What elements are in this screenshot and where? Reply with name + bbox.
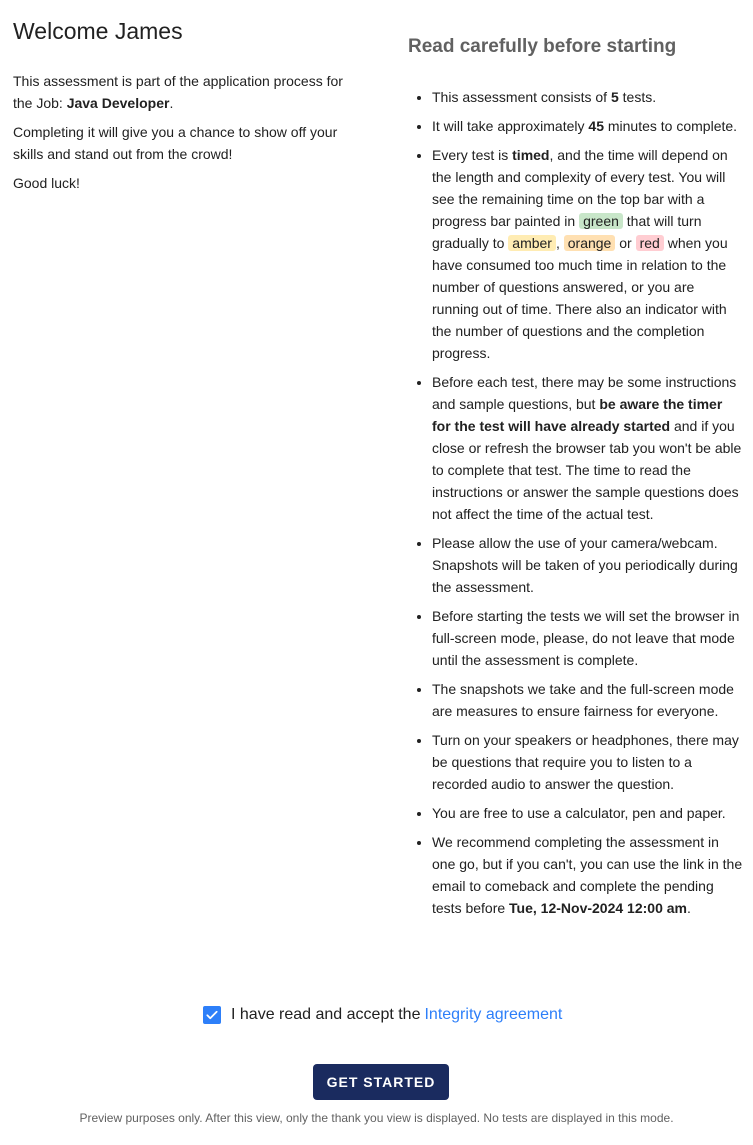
rule-item: • Before starting the tests we will set the browser in full-screen mode, please, do not leave that mode until the assessment is complete. — [432, 605, 743, 671]
get-started-button[interactable]: GET STARTED — [313, 1064, 449, 1100]
rule-item: • Please allow the use of your camera/webcam. Snapshots will be taken of you periodically during the assessment. — [432, 532, 743, 598]
rule-item: • It will take approximately 45 minutes to complete. — [432, 115, 743, 137]
welcome-panel — [13, 16, 343, 201]
rule-item: • This assessment consists of 5 tests. — [432, 86, 743, 108]
agreement-row — [203, 1004, 562, 1026]
rule-item: • We recommend completing the assessment in one go, but if you can't, you can use the link in the email to comeback and complete the pending tests before Tue, 12-Nov-2024 12:00 am. — [432, 831, 743, 919]
green-highlight: green — [579, 213, 623, 229]
agreement-checkbox[interactable] — [203, 1006, 221, 1024]
rule-item: • Every test is timed, and the time will depend on the length and complexity of every test. You will see the remaining time on the top bar with a progress bar painted in green that will turn gradually to amber , orange or red when you have consumed too much time in relation to the number of questions answered, or you are running out of time. There also an indicator with the number of questions and the completion progress. — [432, 144, 743, 364]
integrity-agreement-link[interactable]: Integrity agreement — [424, 1006, 563, 1023]
rule-item: • You are free to use a calculator, pen and paper. — [432, 802, 743, 824]
deadline-date: Tue, 12-Nov-2024 12:00 am — [509, 900, 687, 916]
agreement-text: I have read and accept the — [231, 1006, 421, 1023]
preview-footer-note: Preview purposes only. After this view, only the thank you view is displayed. No tests are displayed in this mode. — [79, 1111, 674, 1125]
welcome-heading: Welcome James — [13, 18, 183, 44]
rule-item: • Before each test, there may be some instructions and sample questions, but be aware the timer for the test will have already started and if you close or refresh the browser tab you won't be able to complete that test. The time to read the instructions or answer the sample questions does not affect the time of the actual test. — [432, 371, 743, 525]
rules-list — [408, 86, 743, 919]
amber-highlight: amber — [508, 235, 556, 251]
instructions-panel — [408, 34, 743, 926]
red-highlight: red — [636, 235, 664, 251]
orange-highlight: orange — [564, 235, 616, 251]
instructions-title: Read carefully before starting — [408, 36, 677, 57]
checkmark-icon — [205, 1008, 219, 1022]
completing-text: Completing it will give you a chance to show off your skills and stand out from the crowd! — [13, 124, 338, 162]
job-title: Java Developer — [66, 95, 170, 111]
good-luck-text: Good luck! — [13, 175, 80, 191]
intro-text: This assessment is part of the application process for the Job: Java Developer. — [13, 73, 343, 111]
rule-item: • Turn on your speakers or headphones, there may be questions that require you to listen to a recorded audio to answer the question. — [432, 729, 743, 795]
rule-item: • The snapshots we take and the full-screen mode are measures to ensure fairness for everyone. — [432, 678, 743, 722]
